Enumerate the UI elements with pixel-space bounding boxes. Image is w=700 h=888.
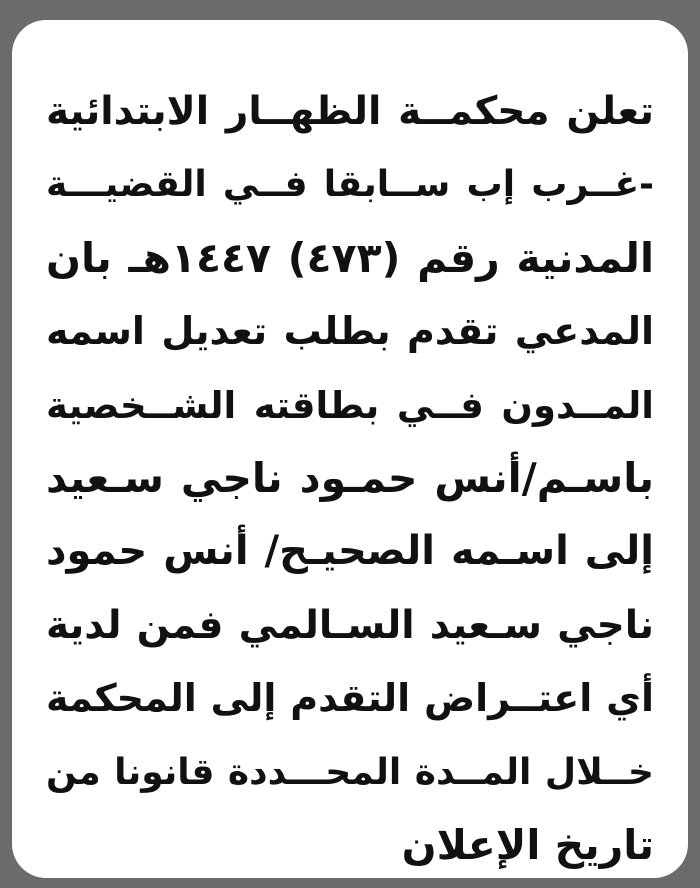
notice-line: أي اعتــراض التقدم إلى المحكمة (46, 676, 654, 721)
notice-line: المــدون فــي بطاقته الشــخصية (46, 383, 654, 427)
notice-text (46, 75, 654, 882)
notice-line-last: تاريخ الإعلان (401, 820, 654, 869)
notice-card (12, 20, 688, 878)
notice-line: باسـم/أنس حمـود ناجي سـعيد (46, 453, 654, 502)
notice-line: المدنية رقم (٤٧٣) ١٤٤٧هـ بان (46, 233, 655, 282)
notice-line: المدعي تقدم بطلب تعديل اسمه (46, 309, 654, 354)
notice-line: تعلن محكمــة الظهــار الابتدائية (46, 89, 654, 134)
notice-line: -غــرب إب ســابقا فــي القضيـــة (46, 164, 654, 206)
notice-line: إلى اسـمه الصحيـح/ أنس حمود (46, 528, 654, 575)
notice-line: ناجي سـعيد السـالمي فمن لدية (46, 602, 654, 648)
notice-line: خــلال المــدة المحـــددة قانونا من (46, 751, 654, 793)
